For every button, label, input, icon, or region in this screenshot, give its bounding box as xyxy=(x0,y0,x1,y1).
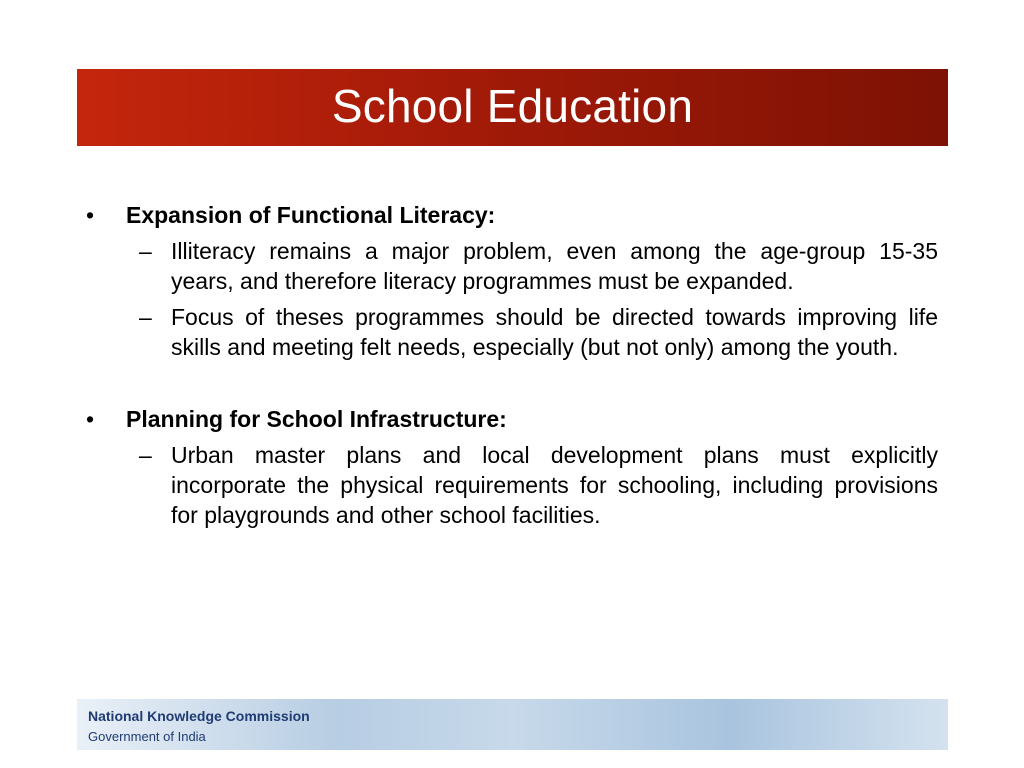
section-heading: Planning for School Infrastructure: xyxy=(126,406,507,432)
slide-content xyxy=(86,200,938,530)
bullet-item xyxy=(86,404,938,434)
dash-marker: – xyxy=(139,238,152,264)
section-heading: Expansion of Functional Literacy: xyxy=(126,202,496,228)
footer-bar xyxy=(77,699,948,750)
section-spacer xyxy=(86,362,938,404)
dash-marker: – xyxy=(139,442,152,468)
dash-marker: – xyxy=(139,304,152,330)
sub-point-text: Illiteracy remains a major problem, even among the age-group 15-35 years, and therefore literacy programmes must be expanded. xyxy=(171,238,938,294)
sub-point-text: Focus of theses programmes should be directed towards improving life skills and meeting felt needs, especially (but not only) among the youth. xyxy=(171,304,938,360)
title-banner xyxy=(77,69,948,146)
bullet-item xyxy=(86,200,938,230)
sub-point xyxy=(139,440,938,530)
footer-government: Government of India xyxy=(88,729,206,744)
bullet-marker: • xyxy=(86,202,95,228)
sub-point-text: Urban master plans and local development plans must explicitly incorporate the physical requirements for schooling, including provisions for playgrounds and other school facilities. xyxy=(171,442,938,528)
sub-point xyxy=(139,236,938,296)
bullet-marker: • xyxy=(86,406,95,432)
sub-point xyxy=(139,302,938,362)
slide-title: School Education xyxy=(331,79,694,132)
footer-organization: National Knowledge Commission xyxy=(88,708,310,724)
